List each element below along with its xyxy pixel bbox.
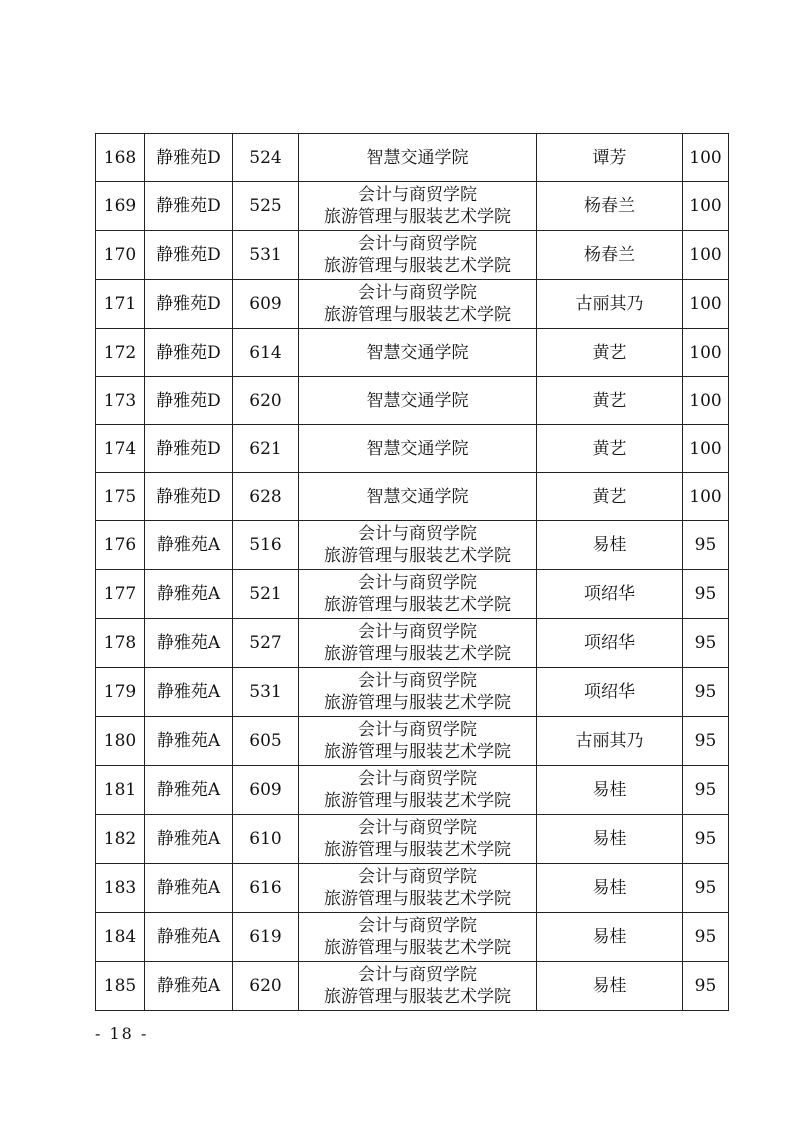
college-cell (299, 473, 537, 521)
building-cell: 静雅苑A (145, 619, 233, 668)
table-row (96, 473, 729, 521)
college-name: 旅游管理与服装艺术学院 (324, 644, 511, 664)
building-cell: 静雅苑D (145, 473, 233, 521)
score-cell: 95 (683, 570, 729, 619)
college-cell (299, 766, 537, 815)
college-name: 会计与商贸学院 (358, 965, 477, 985)
row-number-cell: 181 (96, 766, 145, 815)
college-cell (299, 717, 537, 766)
page-number: - 18 - (95, 1024, 149, 1043)
room-number-cell: 521 (233, 570, 299, 619)
college-cell (299, 962, 537, 1011)
college-name: 会计与商贸学院 (358, 916, 477, 936)
building-cell: 静雅苑A (145, 815, 233, 864)
table-row (96, 864, 729, 913)
room-number-cell: 609 (233, 766, 299, 815)
college-name: 会计与商贸学院 (358, 671, 477, 691)
college-cell (299, 425, 537, 473)
responsible-person-cell: 易桂 (537, 766, 683, 815)
score-cell: 100 (683, 329, 729, 377)
score-cell: 95 (683, 766, 729, 815)
table-row (96, 570, 729, 619)
room-number-cell: 525 (233, 182, 299, 231)
room-number-cell: 531 (233, 668, 299, 717)
score-cell: 100 (683, 425, 729, 473)
responsible-person-cell: 杨春兰 (537, 182, 683, 231)
building-cell: 静雅苑D (145, 280, 233, 329)
table-row (96, 134, 729, 182)
room-number-cell: 527 (233, 619, 299, 668)
college-cell (299, 668, 537, 717)
room-number-cell: 605 (233, 717, 299, 766)
college-name: 智慧交通学院 (366, 438, 469, 459)
college-name: 旅游管理与服装艺术学院 (324, 305, 511, 325)
score-cell: 95 (683, 913, 729, 962)
score-cell: 95 (683, 619, 729, 668)
building-cell: 静雅苑D (145, 329, 233, 377)
college-name: 旅游管理与服装艺术学院 (324, 938, 511, 958)
score-cell: 100 (683, 231, 729, 280)
row-number-cell: 183 (96, 864, 145, 913)
table-row (96, 329, 729, 377)
college-cell (299, 329, 537, 377)
row-number-cell: 171 (96, 280, 145, 329)
row-number-cell: 182 (96, 815, 145, 864)
table-row (96, 668, 729, 717)
score-cell: 95 (683, 962, 729, 1011)
college-name: 会计与商贸学院 (358, 234, 477, 254)
table-row (96, 182, 729, 231)
score-cell: 100 (683, 182, 729, 231)
row-number-cell: 176 (96, 521, 145, 570)
room-number-cell: 524 (233, 134, 299, 182)
college-name: 智慧交通学院 (366, 390, 469, 411)
college-name: 智慧交通学院 (366, 486, 469, 507)
room-number-cell: 616 (233, 864, 299, 913)
room-number-cell: 614 (233, 329, 299, 377)
row-number-cell: 170 (96, 231, 145, 280)
building-cell: 静雅苑A (145, 717, 233, 766)
table-row (96, 619, 729, 668)
dormitory-score-table (95, 133, 729, 1011)
table-row (96, 815, 729, 864)
responsible-person-cell: 黄艺 (537, 425, 683, 473)
building-cell: 静雅苑A (145, 766, 233, 815)
college-cell (299, 619, 537, 668)
college-name: 旅游管理与服装艺术学院 (324, 693, 511, 713)
row-number-cell: 177 (96, 570, 145, 619)
table-body (96, 134, 729, 1011)
table-row (96, 425, 729, 473)
table-row (96, 280, 729, 329)
row-number-cell: 175 (96, 473, 145, 521)
row-number-cell: 174 (96, 425, 145, 473)
table-row (96, 717, 729, 766)
college-name: 会计与商贸学院 (358, 720, 477, 740)
row-number-cell: 179 (96, 668, 145, 717)
row-number-cell: 172 (96, 329, 145, 377)
responsible-person-cell: 黄艺 (537, 329, 683, 377)
row-number-cell: 184 (96, 913, 145, 962)
score-cell: 100 (683, 377, 729, 425)
responsible-person-cell: 易桂 (537, 913, 683, 962)
building-cell: 静雅苑D (145, 425, 233, 473)
building-cell: 静雅苑A (145, 864, 233, 913)
responsible-person-cell: 易桂 (537, 962, 683, 1011)
college-name: 旅游管理与服装艺术学院 (324, 595, 511, 615)
row-number-cell: 169 (96, 182, 145, 231)
score-cell: 100 (683, 473, 729, 521)
score-cell: 95 (683, 864, 729, 913)
college-name: 会计与商贸学院 (358, 818, 477, 838)
responsible-person-cell: 项绍华 (537, 570, 683, 619)
responsible-person-cell: 易桂 (537, 521, 683, 570)
row-number-cell: 178 (96, 619, 145, 668)
college-cell (299, 521, 537, 570)
responsible-person-cell: 谭芳 (537, 134, 683, 182)
score-cell: 100 (683, 280, 729, 329)
row-number-cell: 173 (96, 377, 145, 425)
row-number-cell: 185 (96, 962, 145, 1011)
college-name: 旅游管理与服装艺术学院 (324, 889, 511, 909)
building-cell: 静雅苑D (145, 377, 233, 425)
score-cell: 95 (683, 521, 729, 570)
responsible-person-cell: 项绍华 (537, 668, 683, 717)
room-number-cell: 620 (233, 377, 299, 425)
building-cell: 静雅苑A (145, 962, 233, 1011)
college-name: 会计与商贸学院 (358, 185, 477, 205)
college-name: 旅游管理与服装艺术学院 (324, 207, 511, 227)
building-cell: 静雅苑D (145, 182, 233, 231)
building-cell: 静雅苑D (145, 231, 233, 280)
responsible-person-cell: 杨春兰 (537, 231, 683, 280)
college-cell (299, 570, 537, 619)
score-cell: 95 (683, 717, 729, 766)
score-cell: 95 (683, 815, 729, 864)
table-row (96, 766, 729, 815)
college-name: 智慧交通学院 (366, 342, 469, 363)
building-cell: 静雅苑A (145, 521, 233, 570)
table-row (96, 521, 729, 570)
responsible-person-cell: 古丽其乃 (537, 717, 683, 766)
responsible-person-cell: 易桂 (537, 815, 683, 864)
college-name: 旅游管理与服装艺术学院 (324, 791, 511, 811)
building-cell: 静雅苑A (145, 570, 233, 619)
college-name: 旅游管理与服装艺术学院 (324, 987, 511, 1007)
room-number-cell: 621 (233, 425, 299, 473)
college-name: 旅游管理与服装艺术学院 (324, 840, 511, 860)
responsible-person-cell: 黄艺 (537, 377, 683, 425)
room-number-cell: 628 (233, 473, 299, 521)
college-name: 会计与商贸学院 (358, 769, 477, 789)
college-cell (299, 182, 537, 231)
college-cell (299, 913, 537, 962)
college-cell (299, 280, 537, 329)
college-name: 会计与商贸学院 (358, 622, 477, 642)
college-name: 会计与商贸学院 (358, 283, 477, 303)
college-name: 旅游管理与服装艺术学院 (324, 546, 511, 566)
room-number-cell: 609 (233, 280, 299, 329)
college-cell (299, 134, 537, 182)
table-row (96, 377, 729, 425)
college-cell (299, 815, 537, 864)
building-cell: 静雅苑A (145, 668, 233, 717)
score-cell: 100 (683, 134, 729, 182)
college-cell (299, 864, 537, 913)
room-number-cell: 531 (233, 231, 299, 280)
college-name: 旅游管理与服装艺术学院 (324, 256, 511, 276)
room-number-cell: 610 (233, 815, 299, 864)
building-cell: 静雅苑A (145, 913, 233, 962)
college-cell (299, 377, 537, 425)
table-row (96, 913, 729, 962)
row-number-cell: 180 (96, 717, 145, 766)
responsible-person-cell: 古丽其乃 (537, 280, 683, 329)
responsible-person-cell: 项绍华 (537, 619, 683, 668)
college-name: 会计与商贸学院 (358, 524, 477, 544)
room-number-cell: 516 (233, 521, 299, 570)
row-number-cell: 168 (96, 134, 145, 182)
college-name: 智慧交通学院 (366, 147, 469, 168)
score-cell: 95 (683, 668, 729, 717)
responsible-person-cell: 黄艺 (537, 473, 683, 521)
table-row (96, 231, 729, 280)
room-number-cell: 620 (233, 962, 299, 1011)
college-name: 会计与商贸学院 (358, 867, 477, 887)
table-row (96, 962, 729, 1011)
room-number-cell: 619 (233, 913, 299, 962)
building-cell: 静雅苑D (145, 134, 233, 182)
college-name: 旅游管理与服装艺术学院 (324, 742, 511, 762)
college-cell (299, 231, 537, 280)
responsible-person-cell: 易桂 (537, 864, 683, 913)
college-name: 会计与商贸学院 (358, 573, 477, 593)
